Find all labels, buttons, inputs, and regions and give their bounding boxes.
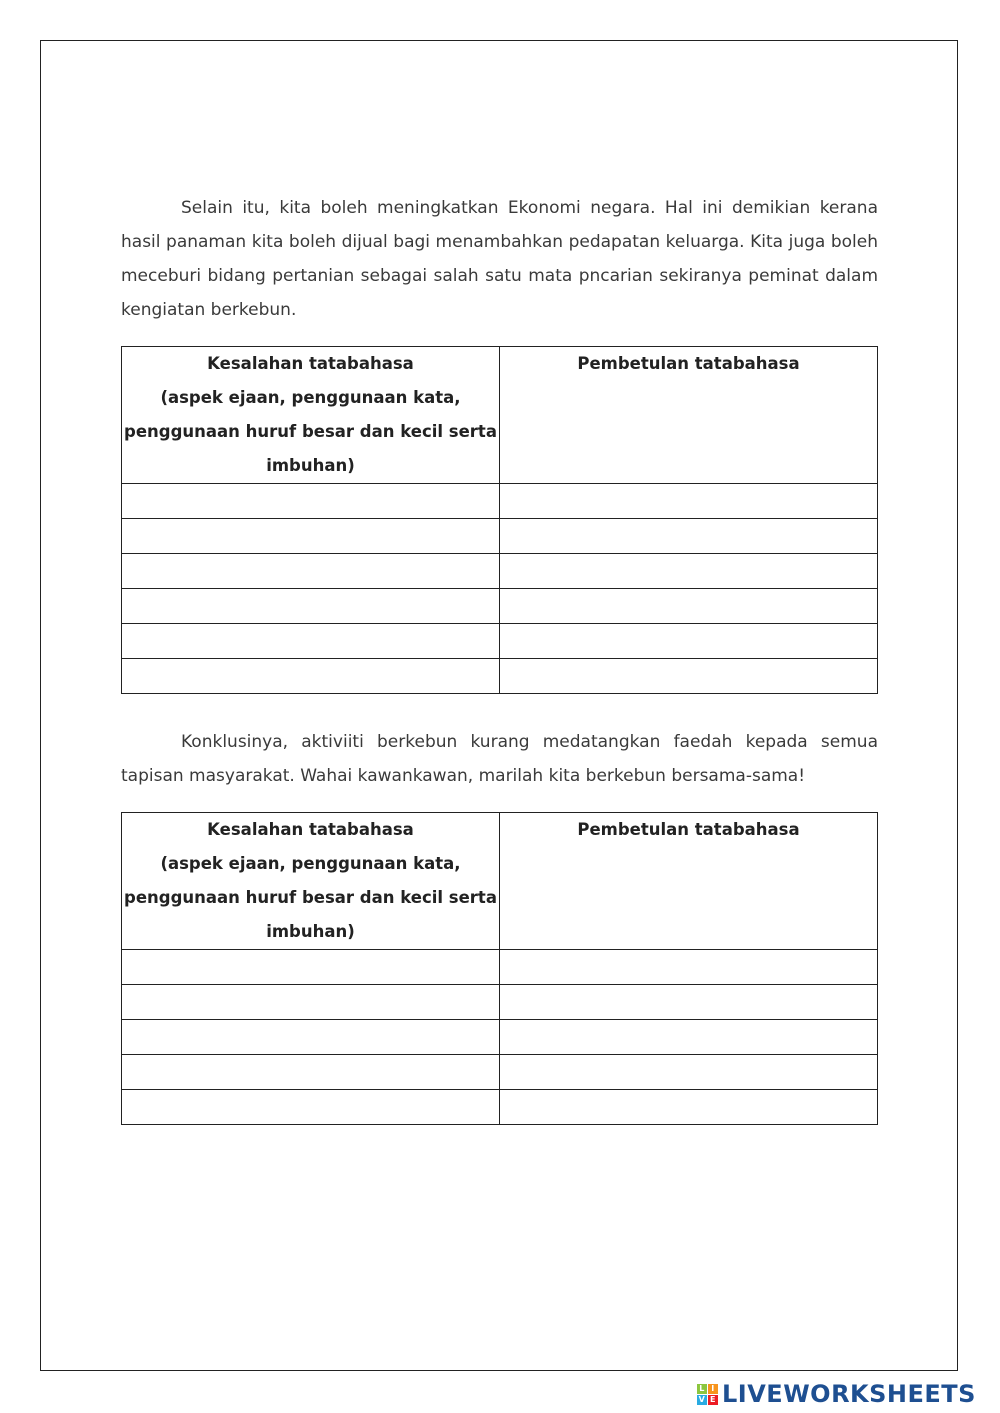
answer-cell-kesalahan[interactable]: [122, 950, 500, 985]
header-kesalahan: Kesalahan tatabahasa (aspek ejaan, penggunaan kata, penggunaan huruf besar dan kecil serta imbuhan): [122, 347, 500, 484]
answer-cell-pembetulan[interactable]: [500, 659, 878, 694]
answer-row: [122, 950, 878, 985]
answer-row: [122, 1055, 878, 1090]
answer-cell-pembetulan[interactable]: [500, 624, 878, 659]
header-pembetulan: Pembetulan tatabahasa: [500, 347, 878, 484]
answer-cell-kesalahan[interactable]: [122, 589, 500, 624]
answer-row: [122, 1020, 878, 1055]
answer-row: [122, 554, 878, 589]
answer-cell-pembetulan[interactable]: [500, 484, 878, 519]
answer-cell-kesalahan[interactable]: [122, 1020, 500, 1055]
answer-cell-pembetulan[interactable]: [500, 589, 878, 624]
answer-cell-pembetulan[interactable]: [500, 1020, 878, 1055]
grammar-table-1: [121, 346, 878, 694]
paragraph-1: Selain itu, kita boleh meningkatkan Ekonomi negara. Hal ini demikian kerana hasil panaman kita boleh dijual bagi menambahkan pedapatan keluarga. Kita juga boleh meceburi bidang pertanian sebagai salah satu mata pncarian sekiranya peminat dalam kengiatan berkebun.: [121, 198, 878, 320]
answer-row: [122, 659, 878, 694]
header-kesalahan: Kesalahan tatabahasa (aspek ejaan, penggunaan kata, penggunaan huruf besar dan kecil serta imbuhan): [122, 813, 500, 950]
answer-cell-kesalahan[interactable]: [122, 1090, 500, 1125]
header-pembetulan: Pembetulan tatabahasa: [500, 813, 878, 950]
answer-row: [122, 589, 878, 624]
answer-row: [122, 1090, 878, 1125]
brand-text: LIVEWORKSHEETS: [722, 1380, 976, 1408]
liveworksheets-brand: [697, 1380, 976, 1408]
answer-cell-pembetulan[interactable]: [500, 1055, 878, 1090]
grammar-table-2: [121, 812, 878, 1125]
answer-cell-kesalahan[interactable]: [122, 1055, 500, 1090]
answer-cell-pembetulan[interactable]: [500, 519, 878, 554]
answer-cell-pembetulan[interactable]: [500, 1090, 878, 1125]
answer-row: [122, 624, 878, 659]
table-header-row: [122, 813, 878, 950]
answer-cell-pembetulan[interactable]: [500, 985, 878, 1020]
answer-row: [122, 985, 878, 1020]
answer-cell-kesalahan[interactable]: [122, 985, 500, 1020]
answer-row: [122, 519, 878, 554]
answer-cell-pembetulan[interactable]: [500, 554, 878, 589]
answer-cell-pembetulan[interactable]: [500, 950, 878, 985]
answer-cell-kesalahan[interactable]: [122, 484, 500, 519]
answer-row: [122, 484, 878, 519]
answer-cell-kesalahan[interactable]: [122, 624, 500, 659]
table-header-row: [122, 347, 878, 484]
answer-cell-kesalahan[interactable]: [122, 659, 500, 694]
paragraph-2: Konklusinya, aktiviiti berkebun kurang medatangkan faedah kepada semua tapisan masyarakat. Wahai kawankawan, marilah kita berkebun bersama-sama!: [121, 732, 878, 786]
answer-cell-kesalahan[interactable]: [122, 519, 500, 554]
answer-cell-kesalahan[interactable]: [122, 554, 500, 589]
liveworksheets-logo-icon: L I V E: [697, 1384, 718, 1405]
